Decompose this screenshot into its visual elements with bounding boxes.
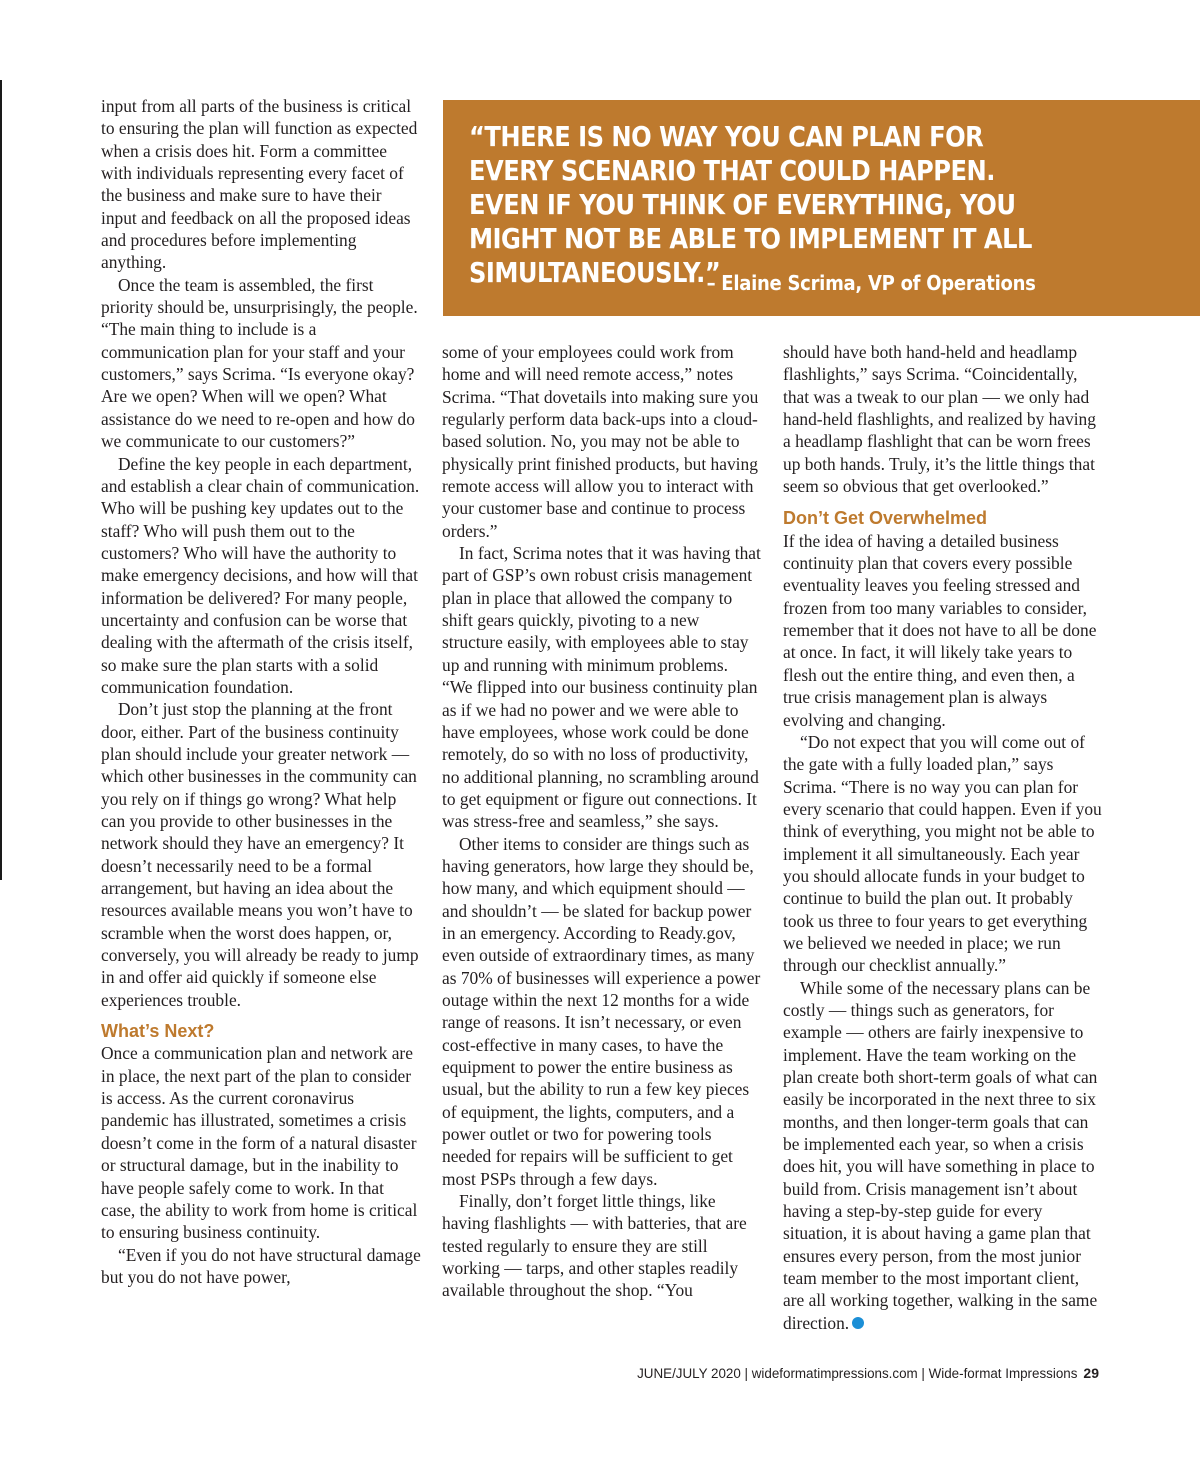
page-number: 29 [1083,1365,1099,1381]
paragraph: should have both hand-held and headlamp flashlights,” says Scrima. “Coincidentally, that was a tweak to our plan — we only had hand-held flashlights, and realized by having a headlamp flashlight that can be worn frees up both hands. Truly, it’s the little things that seem so obvious that get overlooked.” [783,342,1096,497]
article-column-2 [442,341,762,1302]
paragraph: Define the key people in each department, and establish a clear chain of communication. Who will be pushing key updates out to the staff? Who will push them out to the customers? Who will have the authority to make emergency decisions, and how will that information be delivered? For many people, uncertainty and confusion can be worse that dealing with the aftermath of the crisis itself, so make sure the plan starts with a solid communication foundation. [101,453,420,697]
paragraph: Once a communication plan and network are in place, the next part of the plan to consider is access. As the current coronavirus pandemic has illustrated, sometimes a crisis doesn’t come in the form of a natural disaster or structural damage, but in the inability to have people safely come to work. In that case, the ability to work from home is critical to ensuring business continuity. [101,1043,418,1243]
section-heading: Don’t Get Overwhelmed [783,508,988,529]
paragraph: Once the team is assembled, the first priority should be, unsurprisingly, the people. “The main thing to include is a communication plan for your staff and your customers,” says Scrima. “Is everyone okay? Are we open? When will we open? What assistance do we need to re-open and how do we communicate to our customers?” [101,274,418,452]
paragraph [783,977,1103,1335]
page-footer [637,1365,1099,1381]
section-heading: What’s Next? [101,1021,215,1042]
pull-quote-text: “THERE IS NO WAY YOU CAN PLAN FOR EVERY SCENARIO THAT COULD HAPPEN. EVEN IF YOU THINK OF EVERYTHING, YOU MIGHT NOT BE ABLE TO IMPLEMENT IT ALL SIMULTANEOUSLY.” [469,121,1032,289]
paragraph: In fact, Scrima notes that it was having that part of GSP’s own robust crisis management plan in place that allowed the company to shift gears quickly, pivoting to a new structure easily, with employees able to stay up and running with minimum problems. “We flipped into our business continuity plan as if we had no power and we were able to have employees, whose work could be done remotely, do so with no loss of productivity, no additional planning, no scrambling around to get equipment or figure out connections. It was stress-free and seamless,” she says. [442,543,761,832]
paragraph: “Even if you do not have structural damage but you do not have power, [101,1244,421,1287]
paragraph: “Do not expect that you will come out of the gate with a fully loaded plan,” says Scrima. “There is no way you can plan for every scenario that could happen. Even if you think of everything, you might not be able to implement it all simultaneously. Each year you should allocate funds in your budget to continue to build the plan out. It probably took us three to four years to get everything we believed we needed in place; we run through our checklist annually.” [783,731,1102,976]
end-of-article-icon [852,1317,864,1329]
article-column-3 [783,341,1103,1334]
paragraph: some of your employees could work from home and will need remote access,” notes Scrima. “That dovetails into making sure you regularly perform data back-ups into a cloud-based solution. No, you may not be able to physically print finished products, but having remote access will allow you to interact with your customer base and continue to process orders.” [442,342,759,541]
paragraph: Other items to consider are things such as having generators, how large they should be, how many, and which equipment should — and shouldn’t — be slated for backup power in an emergency. According to Ready.gov, even outside of extraordinary times, as many as 70% of businesses will experience a power outage within the next 12 months for a wide range of reasons. It isn’t necessary, or even cost-effective in many cases, to have the equipment to power the entire business as usual, but the ability to run a few key pieces of equipment, the lights, computers, and a power outlet or two for powering tools needed for repairs will be sufficient to get most PSPs through a few days. [442,833,761,1189]
footer-text: JUNE/JULY 2020 | wideformatimpressions.com | Wide-format Impressions [637,1366,1078,1381]
paragraph: Don’t just stop the planning at the front door, either. Part of the business continuity plan should include your greater network — which other businesses in the community can you rely on if things go wrong? What help can you provide to other businesses in the network should they have an emergency? It doesn’t necessarily need to be a formal arrangement, but having an idea about the resources available means you won’t have to scramble when the worst does happen, or, conversely, you will already be ready to jump in and offer aid quickly if someone else experiences trouble. [101,699,419,1010]
page-edge-mark [0,80,2,880]
article-column-1 [101,95,421,1288]
paragraph: input from all parts of the business is critical to ensuring the plan will function as expected when a crisis does hit. Form a committee with individuals representing every facet of the business and make sure to have their input and feedback on all the proposed ideas and procedures before implementing anything. [101,96,418,273]
pull-quote-attribution: – Elaine Scrima, VP of Operations [706,271,1036,295]
paragraph: If the idea of having a detailed business continuity plan that covers every possible eventuality leaves you feeling stressed and frozen from too many variables to consider, remember that it does not have to all be done at once. In fact, it will likely take years to flesh out the entire thing, and even then, a true crisis management plan is always evolving and changing. [783,530,1097,730]
pull-quote [443,100,1200,316]
paragraph-text: While some of the necessary plans can be costly — things such as generators, for example — others are fairly inexpensive to implement. Have the team working on the plan create both short-term goals of what can easily be incorporated in the next three to six months, and then longer-term goals that can be implemented each year, so when a crisis does hit, you will have something in place to build from. Crisis management isn’t about having a step-by-step guide for every situation, it is about having a game plan that ensures every person, from the most junior team member to the most important client, are all working together, walking in the same direction. [783,977,1098,1333]
paragraph: Finally, don’t forget little things, like having flashlights — with batteries, that are tested regularly to ensure they are still working — tarps, and other staples readily available throughout the shop. “You [442,1191,747,1301]
